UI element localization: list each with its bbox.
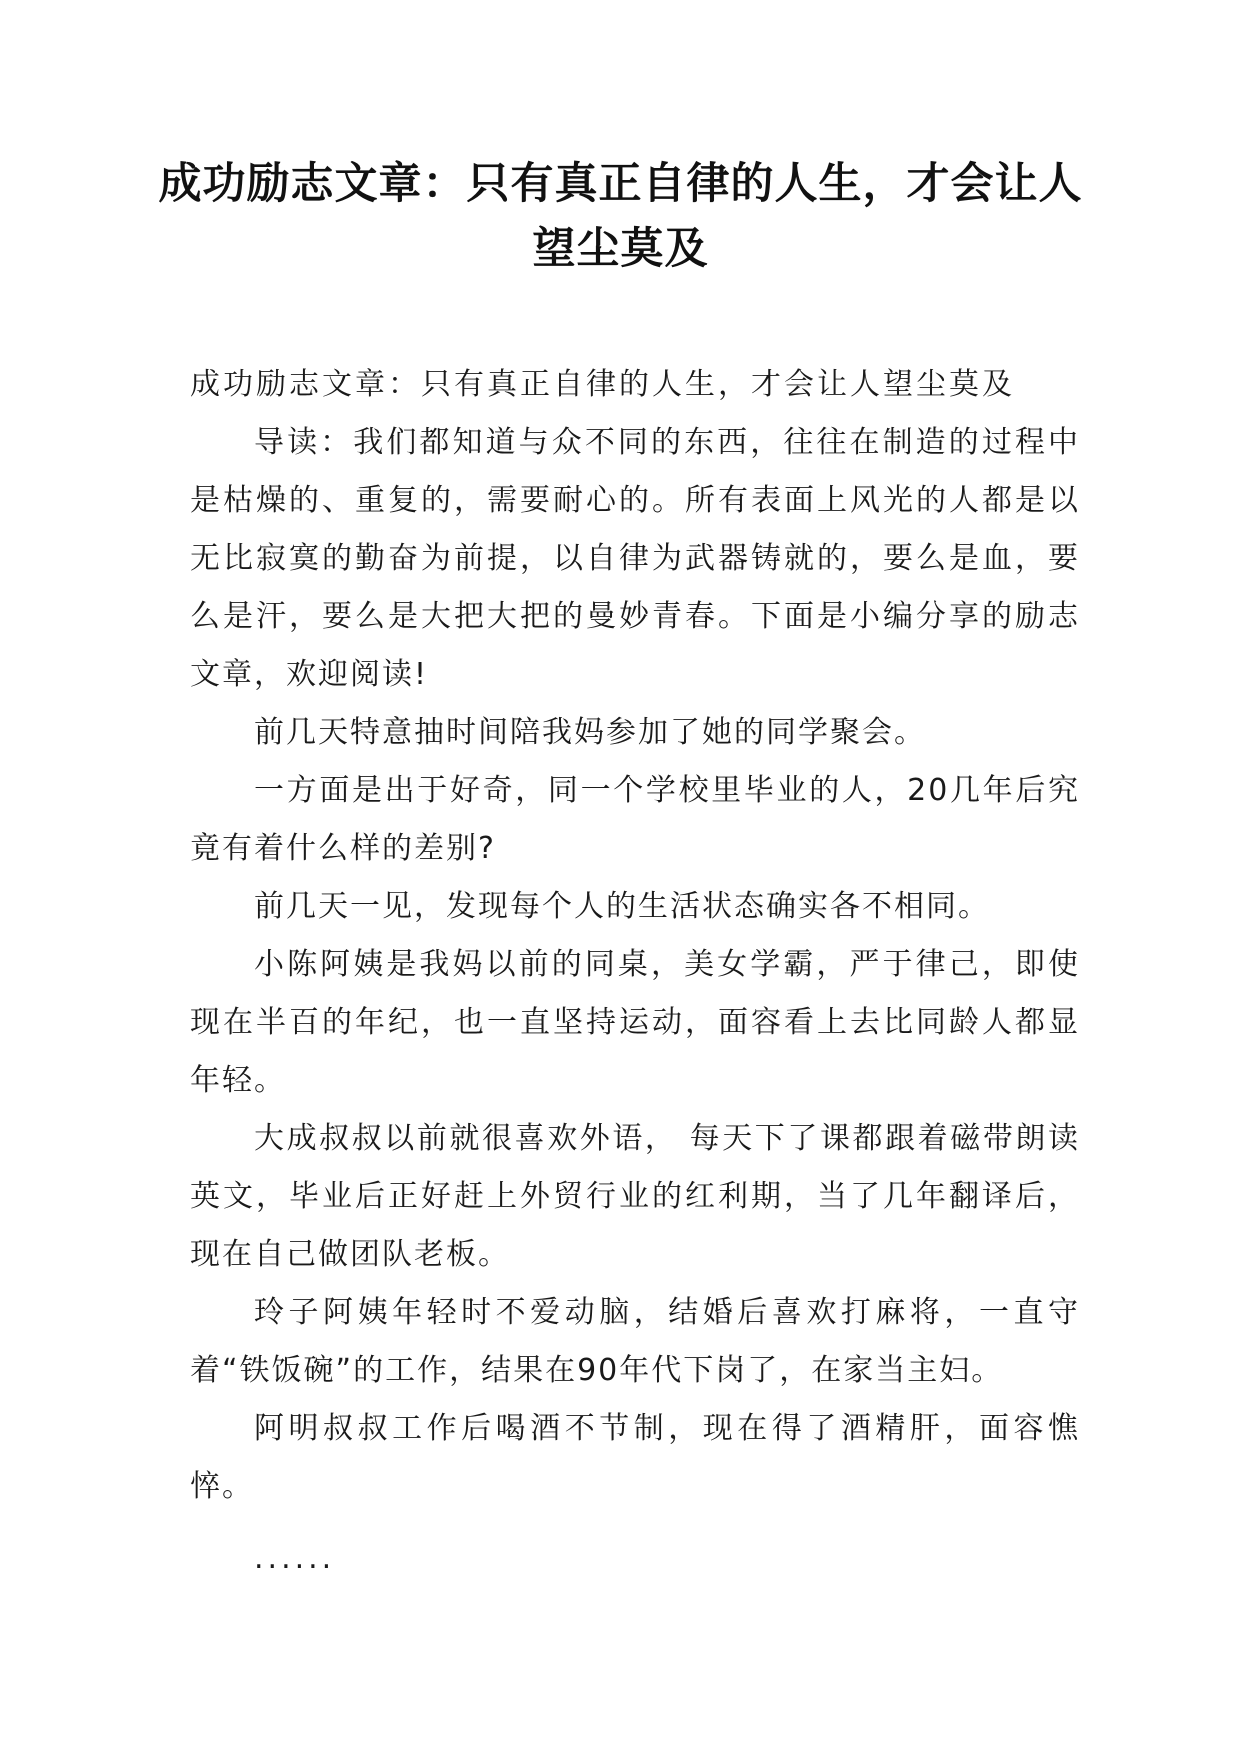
paragraph: 阿明叔叔工作后喝酒不节制，现在得了酒精肝，面容憔悴。 <box>190 1411 1080 1504</box>
paragraph: 前几天一见，发现每个人的生活状态确实各不相同。 <box>254 889 990 924</box>
paragraph: 玲子阿姨年轻时不爱动脑，结婚后喜欢打麻将，一直守着“铁饭碗”的工作，结果在90年代下岗了，在家当主妇。 <box>190 1295 1080 1388</box>
paragraph-heading-repeat: 成功励志文章：只有真正自律的人生，才会让人望尘莫及 <box>190 367 1015 402</box>
document-body <box>190 356 1080 1588</box>
paragraph: 小陈阿姨是我妈以前的同桌，美女学霸，严于律己，即使现在半百的年纪，也一直坚持运动，面容看上去比同龄人都显年轻。 <box>190 947 1080 1098</box>
paragraph: 前几天特意抽时间陪我妈参加了她的同学聚会。 <box>254 715 926 750</box>
paragraph: 大成叔叔以前就很喜欢外语， 每天下了课都跟着磁带朗读英文，毕业后正好赶上外贸行业的红利期，当了几年翻译后，现在自己做团队老板。 <box>190 1121 1080 1272</box>
paragraph: 一方面是出于好奇，同一个学校里毕业的人，20几年后究竟有着什么样的差别? <box>190 773 1080 866</box>
document-title: 成功励志文章：只有真正自律的人生，才会让人望尘莫及 <box>158 159 1083 274</box>
paragraph-intro: 导读：我们都知道与众不同的东西，往往在制造的过程中是枯燥的、重复的，需要耐心的。所有表面上风光的人都是以无比寂寞的勤奋为前提，以自律为武器铸就的，要么是血，要么是汗，要么是大把大把的曼妙青春。下面是小编分享的励志文章，欢迎阅读! <box>190 425 1080 692</box>
paragraph-ellipsis: ...... <box>254 1541 336 1576</box>
